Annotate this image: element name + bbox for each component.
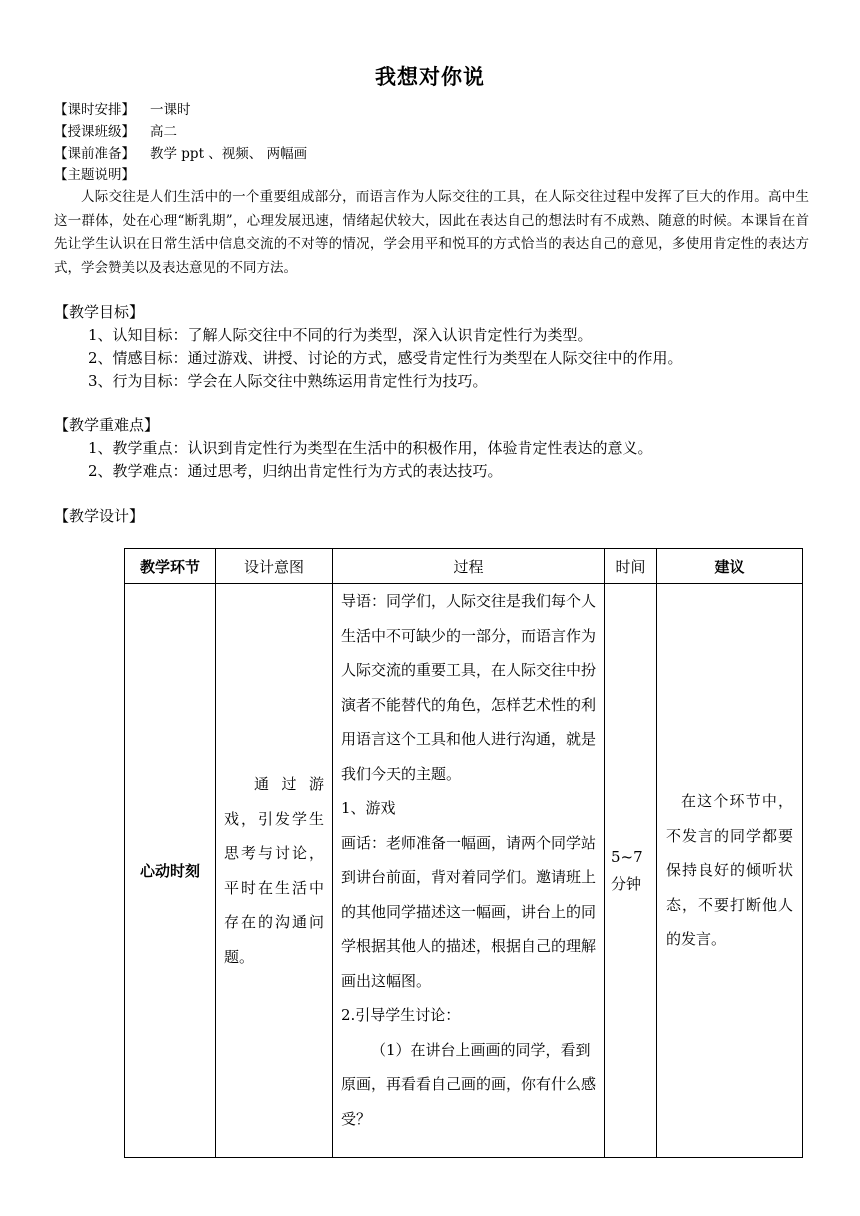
key-points-heading: 【教学重难点】	[54, 416, 160, 434]
table-header-row	[125, 549, 803, 584]
page-title: 我想对你说	[375, 64, 485, 89]
meta-value: 高二	[150, 124, 177, 140]
theme-description: 人际交往是人们生活中的一个重要组成部分，而语言作为人际交往的工具，在人际交往过程中发挥了巨大的作用。高中生这一群体，处在心理“断乳期”，心理发展迅速，情绪起伏较大，因此在表达自己的想法时有不成熟、随意的时候。本课旨在首先让学生认识在日常生活中信息交流的不对等的情况，学会用平和悦耳的方式恰当的表达自己的意见，多使用肯定性的表达方式，学会赞美以及表达意见的不同方法。	[54, 189, 809, 276]
header-stage: 教学环节	[125, 549, 216, 584]
process-step: 1、游戏	[341, 799, 396, 817]
meta-preparation	[54, 145, 307, 163]
meta-lesson-hours	[54, 101, 191, 119]
teaching-design-table	[124, 548, 803, 1158]
time-unit: 分钟	[611, 874, 642, 893]
time-range: 5~7	[611, 847, 643, 866]
meta-label: 【主题说明】	[54, 167, 135, 183]
process-question: （1）在讲台上画画的同学，看到原画，再看看自己画的画，你有什么感受？	[341, 1040, 597, 1128]
goal-item: 3、行为目标：学会在人际交往中熟练运用肯定性行为技巧。	[88, 372, 488, 390]
process-intro: 导语：同学们，人际交往是我们每个人生活中不可缺少的一部分，而语言作为人际交流的重要工具，在人际交往中扮演者不能替代的角色，怎样艺术性的利用语言这个工具和他人进行沟通，就是我们今天的主题。	[341, 592, 597, 783]
table-row	[125, 584, 803, 1158]
stage-cell: 心动时刻	[125, 584, 216, 1158]
goal-item: 1、认知目标：了解人际交往中不同的行为类型，深入认识肯定性行为类型。	[88, 326, 593, 344]
process-step: 2.引导学生讨论：	[341, 1006, 461, 1024]
header-intent: 设计意图	[216, 549, 333, 584]
design-heading: 【教学设计】	[54, 507, 145, 525]
meta-value: 一课时	[150, 102, 191, 118]
goals-heading: 【教学目标】	[54, 303, 145, 321]
time-cell	[605, 584, 657, 1158]
process-cell	[333, 584, 605, 1158]
meta-class	[54, 123, 177, 141]
meta-theme	[54, 166, 150, 184]
header-process: 过程	[333, 549, 605, 584]
process-step: 画话：老师准备一幅画，请两个同学站到讲台前面，背对着同学们。邀请班上的其他同学描述这一幅画，讲台上的同学根据其他人的描述，根据自己的理解画出这幅图。	[341, 833, 597, 990]
meta-label: 【授课班级】	[54, 124, 135, 140]
meta-value: 教学 ppt 、视频、 两幅画	[150, 146, 308, 162]
key-point-item: 1、教学重点：认识到肯定性行为类型在生活中的积极作用，体验肯定性表达的意义。	[88, 439, 653, 457]
header-suggestion: 建议	[657, 549, 803, 584]
suggestion-cell: 在这个环节中，不发言的同学都要保持良好的倾听状态，不要打断他人的发言。	[657, 584, 803, 1158]
key-point-item: 2、教学难点：通过思考，归纳出肯定性行为方式的表达技巧。	[88, 462, 503, 480]
goal-item: 2、情感目标：通过游戏、讲授、讨论的方式，感受肯定性行为类型在人际交往中的作用。	[88, 349, 683, 367]
meta-label: 【课时安排】	[54, 102, 135, 118]
intent-cell: 通过游戏，引发学生思考与讨论，平时在生活中存在的沟通问题。	[216, 584, 333, 1158]
meta-label: 【课前准备】	[54, 146, 135, 162]
header-time: 时间	[605, 549, 657, 584]
